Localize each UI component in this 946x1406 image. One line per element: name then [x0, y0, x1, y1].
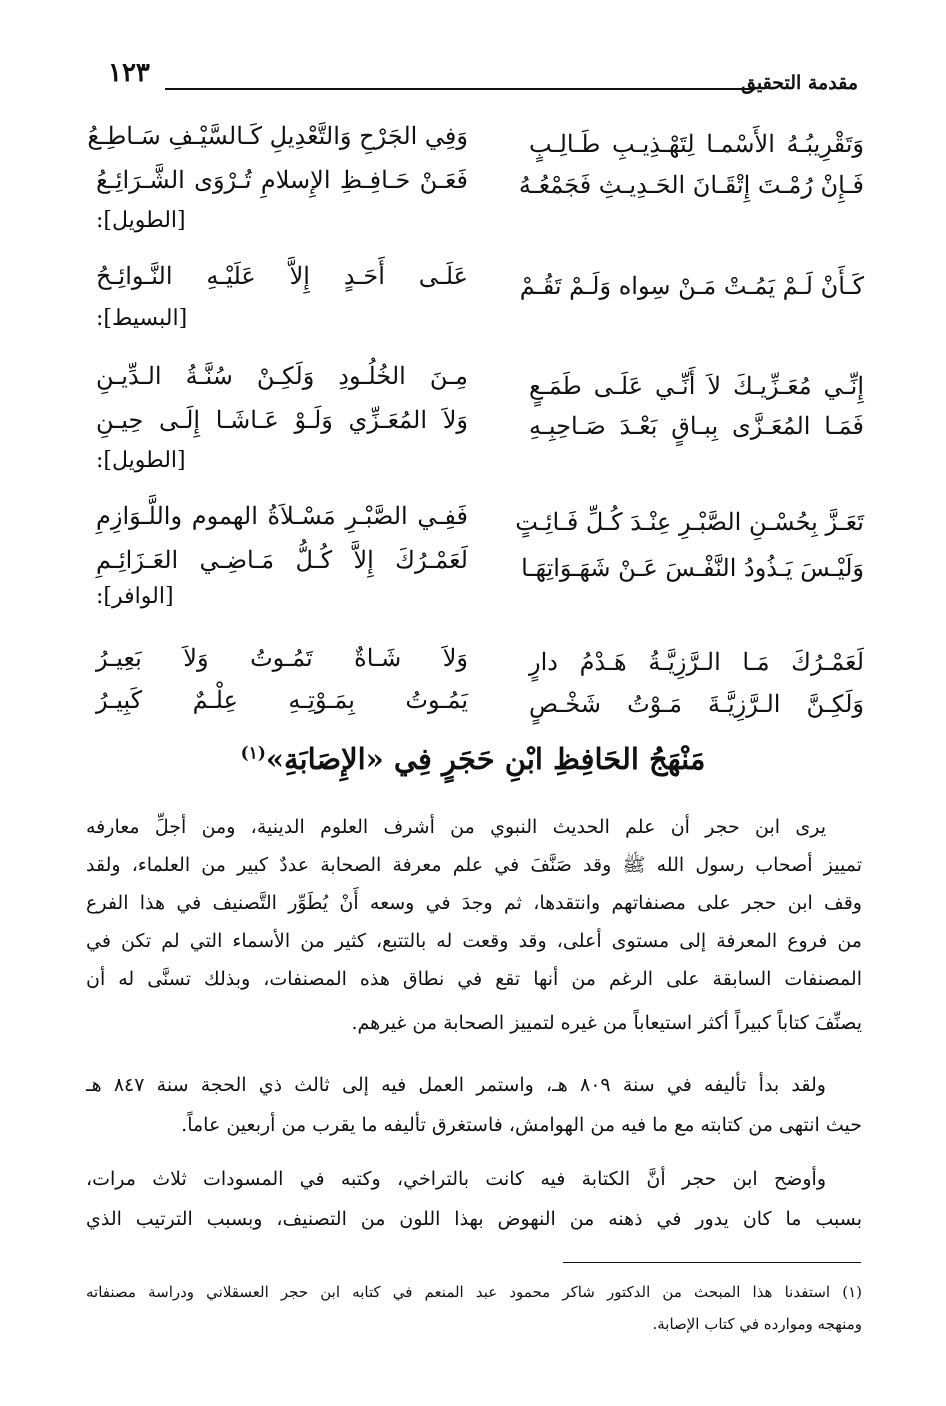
paragraph-line: يرى ابن حجر أن علم الحديث النبوي من أشرف العلوم الدينية، ومن أجلِّ معارفه [86, 816, 826, 838]
paragraph-line: يصنِّفَ كتاباً كبيراً أكثر استيعاباً من غيره لتمييز الصحابة من غيرهم. [351, 1012, 862, 1034]
paragraph-line: من فروع المعرفة إلى مستوى أعلى، وقد وقعت له بالتتبع، كثير من الأسماء التي لم تكن في [86, 930, 862, 952]
running-title: مقدمة التحقيق [741, 72, 858, 94]
paragraph-line: وأوضح ابن حجر أنَّ الكتابة فيه كانت بالتراخي، وكتبه في المسودات ثلاث مرات، [86, 1168, 826, 1190]
footnote-rule [563, 1262, 861, 1263]
verse-left-hemistich: يَمُـوتُ بِمَـوْتِـهِ عِلْـمٌ كَبِيـرُ [96, 686, 468, 714]
section-heading [0, 742, 946, 776]
verse-left-hemistich: مِـنَ الخُلُـودِ وَلَكِـنْ سُنَّـةُ الـدِّيـنِ [96, 362, 468, 390]
meter-label: [الوافر]: [96, 584, 174, 609]
header-rule [165, 88, 755, 90]
footnote-ref: (١) [240, 743, 266, 764]
footnote-line: (١) استفدنا هذا المبحث من الدكتور شاكر محمود عبد المنعم في كتابه ابن حجر العسقلاني ودراسة مصنفاته [86, 1283, 862, 1301]
verse-left-hemistich: وَلاَ شَـاةٌ تَمُـوتُ وَلاَ بَعِيـرُ [96, 644, 468, 672]
paragraph-line: ولقد بدأ تأليفه في سنة ٨٠٩ هـ، واستمر العمل فيه إلى ثالث ذي الحجة سنة ٨٤٧ هـ [86, 1074, 826, 1096]
verse-right-hemistich: وَلَيْـسَ يَـذُودُ النَّفْـسَ عَـنْ شَهَـوَاتِهَـا [521, 554, 864, 582]
verse-left-hemistich: لَعَمْـرُكَ إِلاَّ كُـلُّ مَـاضِـي العَـزَائِـمِ [96, 546, 468, 574]
verse-left-hemistich: فَعَـنْ حَـافِـظِ الإِسلامِ تُـرْوَى الشَّـرَائِـعُ [96, 166, 468, 194]
paragraph-line: حيث انتهى من كتابته مع ما فيه من الهوامش، فاستغرق تأليفه ما يقرب من أربعين عاماً. [181, 1114, 862, 1136]
verse-left-hemistich: فَفِـي الصَّبْـرِ مَسْـلاَةُ الهموم واللَّـوَازِمِ [96, 502, 468, 530]
page-number: ١٢٣ [108, 58, 150, 88]
paragraph-line: بسبب ما كان يدور في ذهنه من النهوض بهذا اللون من التصنيف، وبسبب الترتيب الذي [86, 1208, 862, 1230]
verse-right-hemistich: فَـإِنْ رُمْـتَ إِتْقَـانَ الحَـدِيـثِ فَجَمْعُـهُ [518, 171, 864, 199]
verse-right-hemistich: كَـأَنْ لَـمْ يَمُـتْ مَـنْ سِواه وَلَـمْ تَقُـمْ [519, 272, 864, 300]
verse-left-hemistich: عَلَـى أَحَـدٍ إِلاَّ عَلَيْـهِ النَّـوائِـحُ [96, 262, 468, 290]
verse-right-hemistich: فَمَـا المُعَـزَّى بِبـاقٍ بَعْـدَ صَـاحِبِـهِ [529, 412, 864, 440]
verse-right-hemistich: وَلَكِـنَّ الـرَّزِيَّـةَ مَـوْتُ شَخْـصٍ [529, 690, 864, 718]
paragraph-line: وقف ابن حجر على مصنفاتهم وانتقدها، ثم وجدَ في وسعه أَنْ يُطَوِّر التَّصنيف في هذا الفرع [86, 892, 862, 914]
paragraph-line: المصنفات السابقة على الرغم من أنها تقع في نطاق هذه المصنفات، وبذلك تسنَّى له أن [86, 968, 862, 990]
paragraph-line: تمييز أصحاب رسول الله ﷺ وقد صَنَّفَ في علم معرفة الصحابة عددٌ كبير من العلماء، ولقد [86, 854, 862, 876]
meter-label: [الطويل]: [96, 208, 186, 233]
meter-label: [الطويل]: [96, 448, 186, 473]
verse-right-hemistich: وَتَقْرِيبُـهُ الأَسْمـا لِتَهْـذِيـبِ طَـالِـبٍ [529, 130, 864, 158]
meter-label: [البسيط]: [96, 306, 188, 331]
footnote-line: ومنهجه وموارده في كتاب الإصابة. [652, 1315, 862, 1333]
section-heading-text: مَنْهَجُ الحَافِظِ ابْنِ حَجَرٍ فِي «الإِصَابَةِ» [265, 742, 706, 776]
verse-left-hemistich: وَلاَ المُعَـزِّي وَلَـوْ عَـاشَـا إِلَـى حِيـنِ [96, 406, 468, 434]
verse-right-hemistich: لَعَمْـرُكَ مَـا الـرَّزِيَّـةُ هَـدْمُ دارٍ [529, 648, 864, 676]
verse-left-hemistich: وَفِي الجَرْحِ وَالتَّعْدِيلِ كَـالسَّيْـفِ سَـاطِـعُ [87, 122, 468, 150]
verse-right-hemistich: تَعَـزَّ بِحُسْـنِ الصَّبْـرِ عِنْـدَ كُـلِّ فَـائِـتٍ [515, 508, 864, 536]
verse-right-hemistich: إِنِّـي مُعَـزِّيـكَ لاَ أَنِّـي عَلَـى طَمَـعٍ [529, 372, 864, 400]
